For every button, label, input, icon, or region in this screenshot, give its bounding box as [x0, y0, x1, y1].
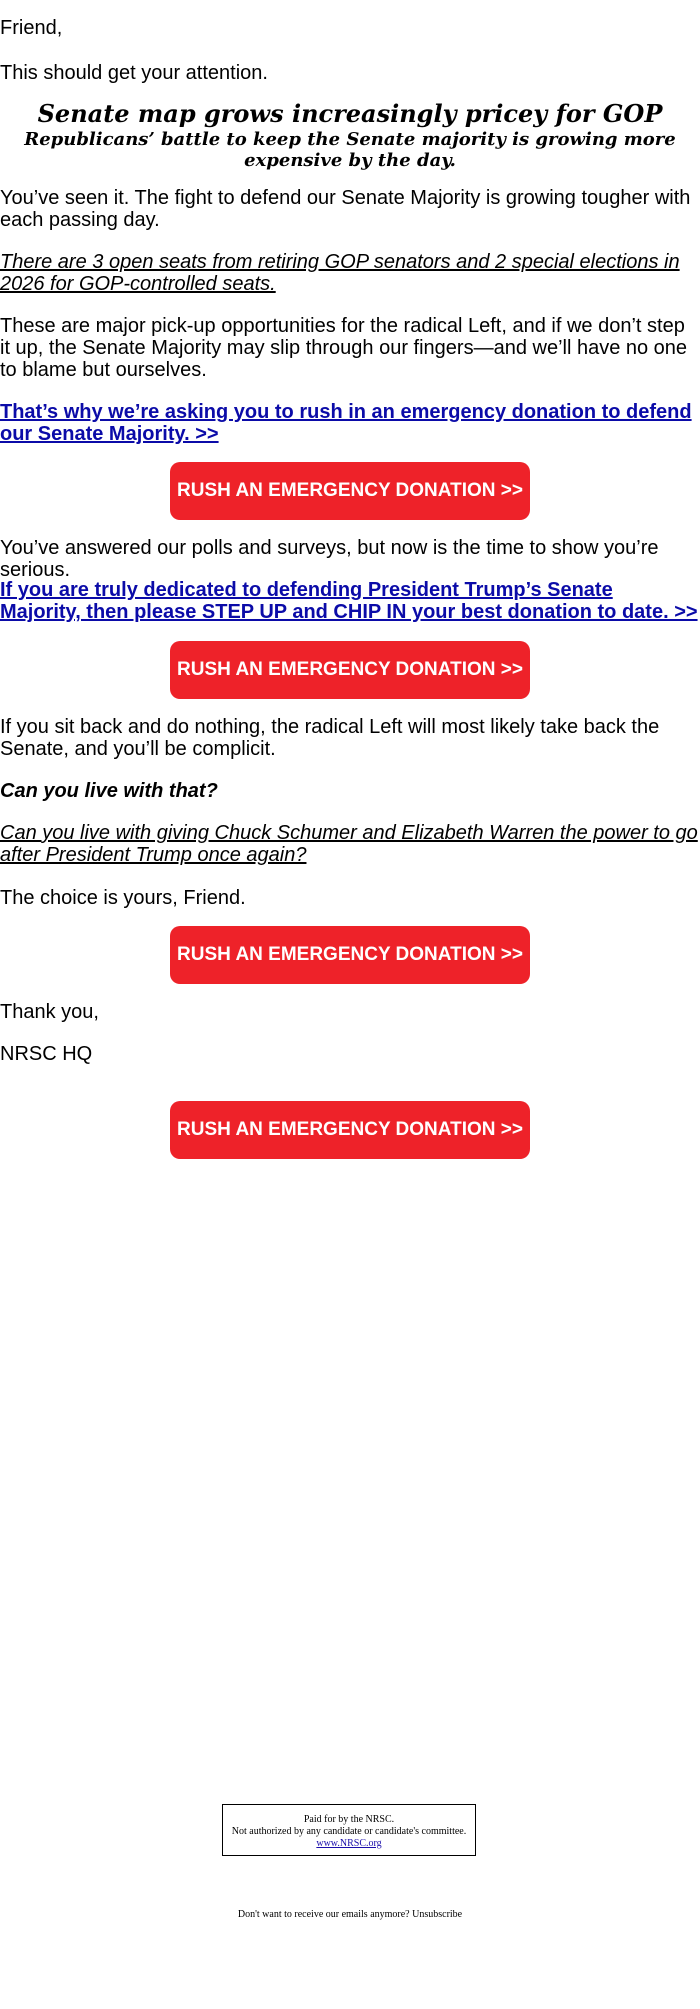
- paragraph-8: The choice is yours, Friend.: [0, 887, 246, 909]
- not-authorized-text: Not authorized by any candidate or candidate's committee.: [231, 1826, 467, 1837]
- paragraph-4: You’ve answered our polls and surveys, but now is the time to show you’re serious.: [0, 537, 659, 581]
- closing: Thank you,: [0, 1001, 99, 1023]
- unsubscribe-link[interactable]: Unsubscribe: [412, 1909, 463, 1920]
- nrsc-site-link[interactable]: www.NRSC.org: [316, 1838, 382, 1849]
- paragraph-5: If you sit back and do nothing, the radical Left will most likely take back the Senate, and you’ll be complicit.: [0, 716, 660, 760]
- donate-button-1[interactable]: RUSH AN EMERGENCY DONATION >>: [170, 462, 530, 520]
- headline-subtitle: Republicans’ battle to keep the Senate majority is growing more expensive by the day.: [24, 129, 676, 171]
- donate-button-4[interactable]: RUSH AN EMERGENCY DONATION >>: [170, 1101, 530, 1159]
- unsubscribe-line: [0, 1909, 700, 1921]
- paragraph-1: You’ve seen it. The fight to defend our Senate Majority is growing tougher with each passing day.: [0, 187, 691, 231]
- donate-link-1[interactable]: That’s why we’re asking you to rush in an emergency donation to defend our Senate Majority. >>: [0, 401, 692, 445]
- donate-button-2[interactable]: RUSH AN EMERGENCY DONATION >>: [170, 641, 530, 699]
- disclaimer-box: [222, 1804, 476, 1856]
- greeting: Friend,: [0, 17, 63, 39]
- unsubscribe-prompt: Don't want to receive our emails anymore?: [237, 1909, 410, 1920]
- donate-button-3[interactable]: RUSH AN EMERGENCY DONATION >>: [170, 926, 530, 984]
- headline-title: Senate map grows increasingly pricey for GOP: [37, 99, 663, 128]
- paid-for-text: Paid for by the NRSC.: [303, 1814, 395, 1825]
- paragraph-3: These are major pick-up opportunities for the radical Left, and if we don’t step it up, the Senate Majority may slip through our fingers—and we’ll have no one to blame but ourselves.: [0, 315, 688, 381]
- paragraph-7: Can you live with giving Chuck Schumer and Elizabeth Warren the power to go after President Trump once again?: [0, 822, 698, 866]
- donate-link-2[interactable]: If you are truly dedicated to defending President Trump’s Senate Majority, then please STEP UP and CHIP IN your best donation to date. >>: [0, 579, 698, 623]
- signature: NRSC HQ: [0, 1043, 93, 1065]
- paragraph-2: There are 3 open seats from retiring GOP senators and 2 special elections in 2026 for GOP-controlled seats.: [0, 251, 680, 295]
- intro-line: This should get your attention.: [0, 62, 268, 84]
- paragraph-6: Can you live with that?: [0, 780, 218, 802]
